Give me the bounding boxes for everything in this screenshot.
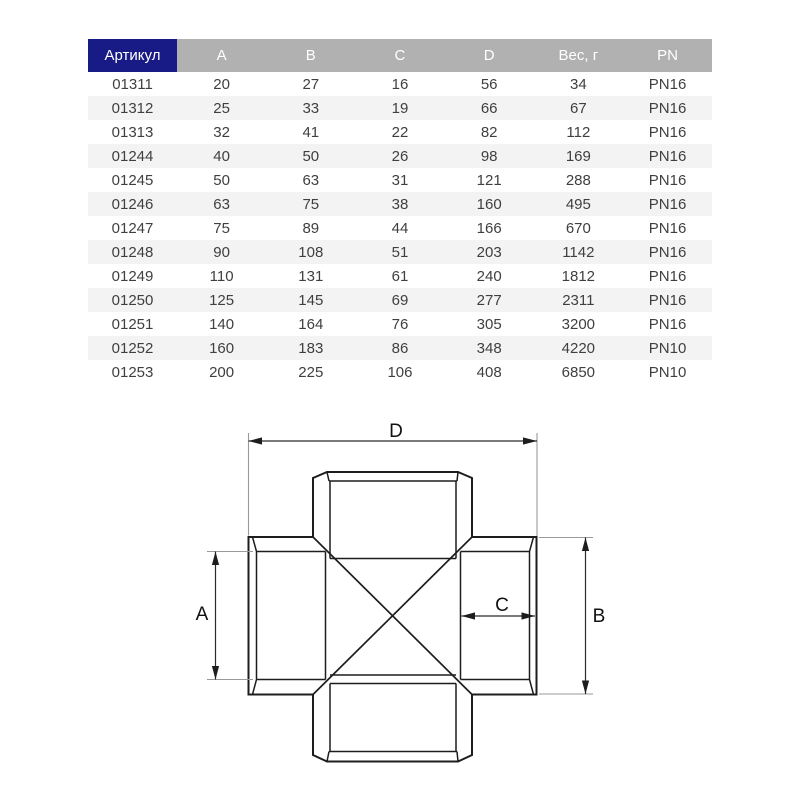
table-cell: PN16 bbox=[648, 195, 687, 213]
table-cell: 183 bbox=[298, 339, 324, 357]
table-cell: 3200 bbox=[561, 315, 596, 333]
table-cell: 16 bbox=[391, 75, 409, 93]
table-cell: 86 bbox=[391, 339, 409, 357]
table-cell: 4220 bbox=[561, 339, 596, 357]
table-cell: 51 bbox=[391, 243, 409, 261]
arrowhead-up-icon bbox=[212, 552, 219, 566]
table-cell: 20 bbox=[213, 75, 230, 93]
arrowhead-left-icon bbox=[249, 437, 263, 444]
dim-label-a: A bbox=[195, 604, 209, 625]
table-cell: 106 bbox=[387, 363, 413, 381]
left-arm-outline bbox=[249, 537, 314, 695]
column-header: B bbox=[266, 39, 355, 72]
table-cell: 125 bbox=[209, 291, 235, 309]
arrowhead-up-icon bbox=[582, 538, 589, 552]
table-cell: 01248 bbox=[111, 243, 154, 261]
table-cell: 110 bbox=[209, 267, 234, 285]
table-cell: 200 bbox=[209, 363, 235, 381]
table-cell: 305 bbox=[476, 315, 502, 333]
column-header: D bbox=[445, 39, 534, 72]
table-cell: PN10 bbox=[648, 339, 687, 357]
table-cell: 19 bbox=[391, 99, 409, 117]
table-cell: 348 bbox=[476, 339, 502, 357]
table-cell: 01245 bbox=[111, 171, 154, 189]
table-cell: 50 bbox=[213, 171, 230, 189]
table-cell: 41 bbox=[302, 123, 320, 141]
arrowhead-down-icon bbox=[582, 681, 589, 695]
table-cell: 408 bbox=[476, 363, 502, 381]
table-cell: 25 bbox=[213, 99, 230, 117]
table-cell: 89 bbox=[302, 219, 320, 237]
arrowhead-right-icon bbox=[523, 437, 537, 444]
table-cell: 40 bbox=[213, 147, 230, 165]
dimension-a bbox=[196, 552, 253, 680]
table-cell: 63 bbox=[213, 195, 230, 213]
table-cell: 34 bbox=[570, 75, 587, 93]
table-cell: 6850 bbox=[561, 363, 596, 381]
table-cell: 76 bbox=[391, 315, 409, 333]
table-cell: PN16 bbox=[648, 315, 687, 333]
table-cell: 01244 bbox=[111, 147, 154, 165]
table-cell: 112 bbox=[566, 123, 591, 141]
table-cell: 01312 bbox=[111, 99, 154, 117]
table-cell: 145 bbox=[298, 291, 324, 309]
table-cell: 75 bbox=[302, 195, 320, 213]
table-cell: 01311 bbox=[112, 75, 153, 93]
arrowhead-right-icon bbox=[522, 612, 536, 619]
table-cell: 01251 bbox=[111, 315, 154, 333]
table-cell: PN16 bbox=[648, 291, 687, 309]
table-cell: 75 bbox=[213, 219, 230, 237]
table-cell: 01252 bbox=[111, 339, 154, 357]
table-cell: 90 bbox=[213, 243, 230, 261]
table-cell: PN16 bbox=[648, 123, 687, 141]
table-cell: 2311 bbox=[562, 291, 595, 309]
table-cell: 67 bbox=[570, 99, 587, 117]
table-cell: PN16 bbox=[648, 243, 687, 261]
table-cell: 61 bbox=[391, 267, 409, 285]
column-header: PN bbox=[623, 39, 712, 72]
table-cell: PN16 bbox=[648, 75, 687, 93]
table-cell: PN16 bbox=[648, 147, 687, 165]
table-cell: 63 bbox=[302, 171, 320, 189]
table-cell: 31 bbox=[391, 171, 409, 189]
table-cell: PN16 bbox=[648, 99, 687, 117]
dimension-b bbox=[539, 538, 605, 695]
table-cell: 98 bbox=[480, 147, 498, 165]
dim-label-b: B bbox=[592, 606, 606, 627]
table-cell: 66 bbox=[480, 99, 498, 117]
table-cell: 01253 bbox=[111, 363, 154, 381]
table-cell: 01249 bbox=[111, 267, 154, 285]
table-cell: 26 bbox=[391, 147, 409, 165]
table-cell: 01313 bbox=[111, 123, 154, 141]
table-cell: 131 bbox=[298, 267, 324, 285]
table-cell: 288 bbox=[565, 171, 591, 189]
table-cell: 27 bbox=[302, 75, 320, 93]
table-cell: PN16 bbox=[648, 219, 687, 237]
dim-label-d: D bbox=[389, 421, 403, 442]
table-cell: 160 bbox=[209, 339, 235, 357]
column-header: A bbox=[177, 39, 266, 72]
column-header: C bbox=[355, 39, 444, 72]
dimension-d bbox=[249, 421, 538, 536]
table-cell: 203 bbox=[476, 243, 502, 261]
table-cell: PN16 bbox=[648, 171, 687, 189]
table-cell: 166 bbox=[476, 219, 502, 237]
table-cell: 225 bbox=[298, 363, 324, 381]
dim-label-c: C bbox=[495, 595, 509, 616]
table-cell: 01246 bbox=[111, 195, 154, 213]
table-cell: 50 bbox=[302, 147, 320, 165]
table-cell: 01247 bbox=[111, 219, 154, 237]
table-cell: 82 bbox=[480, 123, 498, 141]
table-cell: 240 bbox=[476, 267, 502, 285]
table-cell: 169 bbox=[565, 147, 591, 165]
dimension-c bbox=[462, 595, 536, 620]
cross-diagonals bbox=[313, 537, 472, 695]
table-cell: 44 bbox=[391, 219, 409, 237]
table-cell: PN10 bbox=[648, 363, 687, 381]
table-cell: 277 bbox=[476, 291, 502, 309]
table-cell: 01250 bbox=[111, 291, 154, 309]
table-cell: 33 bbox=[302, 99, 320, 117]
arrowhead-left-icon bbox=[462, 612, 476, 619]
table-cell: 108 bbox=[298, 243, 324, 261]
column-header: Вес, г bbox=[534, 39, 623, 72]
table-cell: 495 bbox=[565, 195, 591, 213]
table-cell: 38 bbox=[391, 195, 409, 213]
arrowhead-down-icon bbox=[212, 666, 219, 680]
table-cell: 1142 bbox=[562, 243, 595, 261]
table-cell: 121 bbox=[476, 171, 502, 189]
table-cell: 32 bbox=[213, 123, 230, 141]
table-cell: 56 bbox=[480, 75, 498, 93]
table-cell: 670 bbox=[565, 219, 591, 237]
column-header: Артикул bbox=[88, 39, 177, 72]
table-cell: 140 bbox=[209, 315, 235, 333]
table-cell: 69 bbox=[391, 291, 409, 309]
table-cell: 164 bbox=[298, 315, 324, 333]
table-cell: 1812 bbox=[561, 267, 596, 285]
table-cell: PN16 bbox=[648, 267, 687, 285]
table-cell: 160 bbox=[476, 195, 502, 213]
table-cell: 22 bbox=[391, 123, 409, 141]
